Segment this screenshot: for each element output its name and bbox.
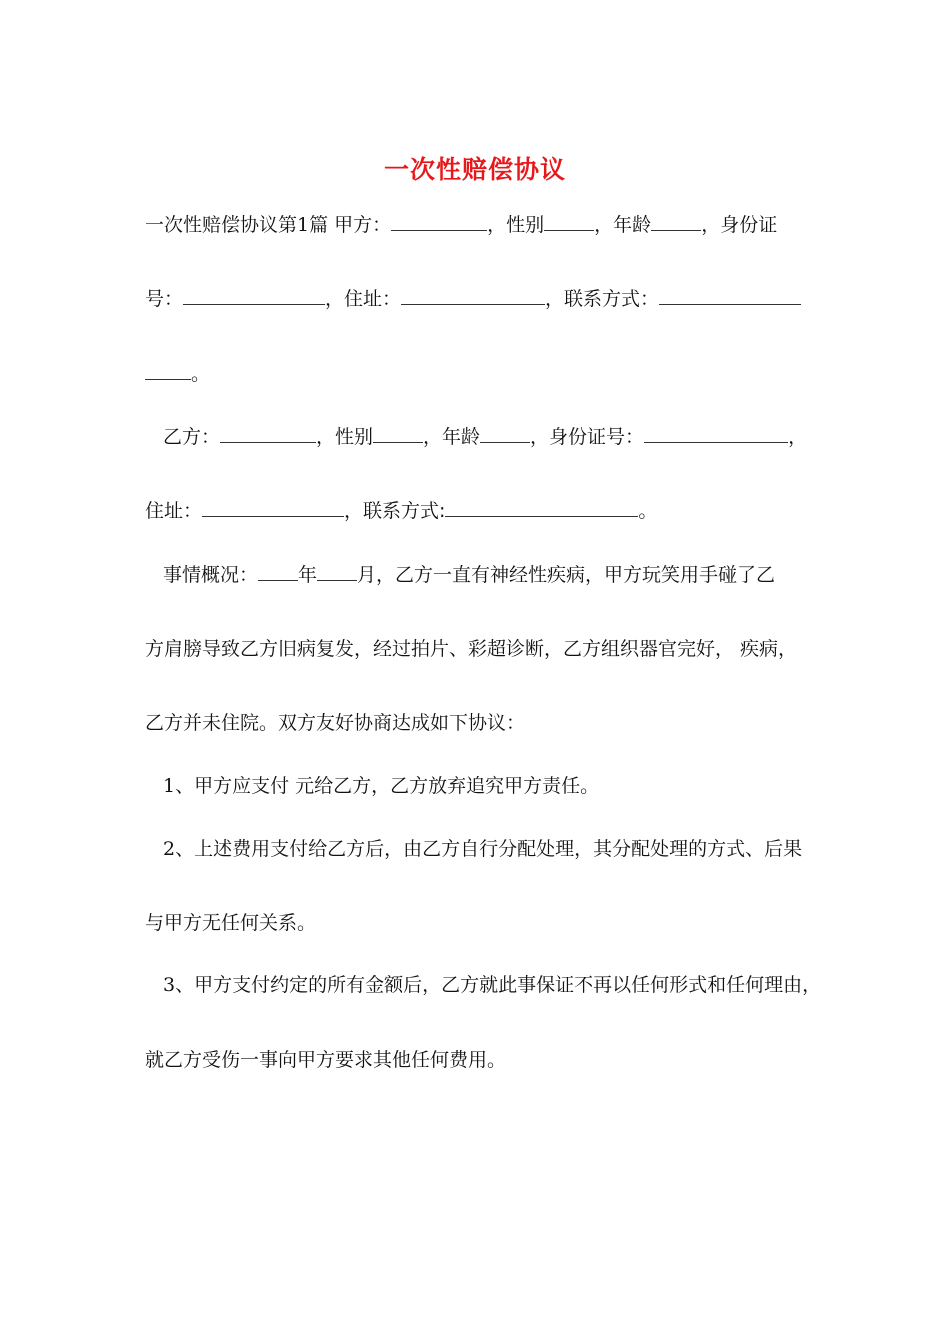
text-line xyxy=(163,563,775,587)
text-segment: ，联系方式: xyxy=(344,500,446,522)
text-segment: ， xyxy=(788,426,808,448)
text-segment: ，身份证号： xyxy=(530,426,645,448)
text-segment: 事情概况： xyxy=(163,564,259,586)
text-segment: 与甲方无任何关系。 xyxy=(145,912,317,934)
text-segment: 方肩膀导致乙方旧病复发，经过拍片、彩超诊断，乙方组织器官完好， 疾病， xyxy=(145,638,798,660)
text-line xyxy=(145,1048,506,1072)
fill-in-blank[interactable] xyxy=(480,425,530,443)
fill-in-blank[interactable] xyxy=(659,287,801,305)
fill-in-blank[interactable] xyxy=(183,287,325,305)
fill-in-blank[interactable] xyxy=(401,287,545,305)
text-segment: ，年龄 xyxy=(423,426,481,448)
fill-in-blank[interactable] xyxy=(445,499,638,517)
fill-in-blank[interactable] xyxy=(544,213,594,231)
text-segment: ，性别 xyxy=(487,214,545,236)
text-line xyxy=(163,425,807,449)
text-segment: 、甲方支付约定的所有金额后，乙方就此事保证不再以任何形式和任何理由， xyxy=(175,974,822,996)
clause-number: 1 xyxy=(163,775,176,797)
clause-number: 3 xyxy=(163,974,176,996)
text-line xyxy=(145,362,210,386)
text-segment: ，性别 xyxy=(316,426,374,448)
document-title: 一次性赔偿协议 xyxy=(383,155,566,184)
fill-in-blank[interactable] xyxy=(258,563,298,581)
text-line xyxy=(163,973,821,997)
text-line xyxy=(145,499,657,523)
text-segment: 月，乙方一直有神经性疾病，甲方玩笑用手碰了乙 xyxy=(357,564,776,586)
text-segment: 住址： xyxy=(145,500,203,522)
text-segment: 乙方： xyxy=(163,426,221,448)
text-segment: 一次性赔偿协议第 xyxy=(145,214,298,236)
text-segment: 、甲方应支付 元给乙方，乙方放弃追究甲方责任。 xyxy=(175,775,600,797)
text-segment: 乙方并未住院。双方友好协商达成如下协议： xyxy=(145,712,526,734)
text-segment: ，年龄 xyxy=(594,214,652,236)
text-segment: 篇 甲方： xyxy=(309,214,392,236)
text-line xyxy=(145,287,801,311)
text-line xyxy=(145,637,797,661)
text-line xyxy=(145,213,777,237)
text-segment: 年 xyxy=(298,564,318,586)
text-segment: 。 xyxy=(191,363,211,385)
fill-in-blank[interactable] xyxy=(644,425,788,443)
text-segment: ，联系方式： xyxy=(545,288,660,310)
fill-in-blank[interactable] xyxy=(373,425,423,443)
text-segment: 。 xyxy=(638,500,658,522)
text-line xyxy=(145,711,525,735)
text-segment: 就乙方受伤一事向甲方要求其他任何费用。 xyxy=(145,1049,507,1071)
fill-in-blank[interactable] xyxy=(202,499,344,517)
text-segment: 号： xyxy=(145,288,184,310)
text-line xyxy=(163,774,599,798)
clause-number: 2 xyxy=(163,838,176,860)
text-line xyxy=(145,911,316,935)
fill-in-blank[interactable] xyxy=(220,425,316,443)
text-segment: ，身份证 xyxy=(701,214,778,236)
text-segment: ，住址： xyxy=(325,288,402,310)
fill-in-blank[interactable] xyxy=(145,362,191,380)
text-line xyxy=(163,837,802,861)
text-segment: 、上述费用支付给乙方后，由乙方自行分配处理，其分配处理的方式、后果 xyxy=(175,838,803,860)
fill-in-blank[interactable] xyxy=(317,563,357,581)
fill-in-blank[interactable] xyxy=(651,213,701,231)
fill-in-blank[interactable] xyxy=(391,213,487,231)
clause-number: 1 xyxy=(297,214,310,236)
